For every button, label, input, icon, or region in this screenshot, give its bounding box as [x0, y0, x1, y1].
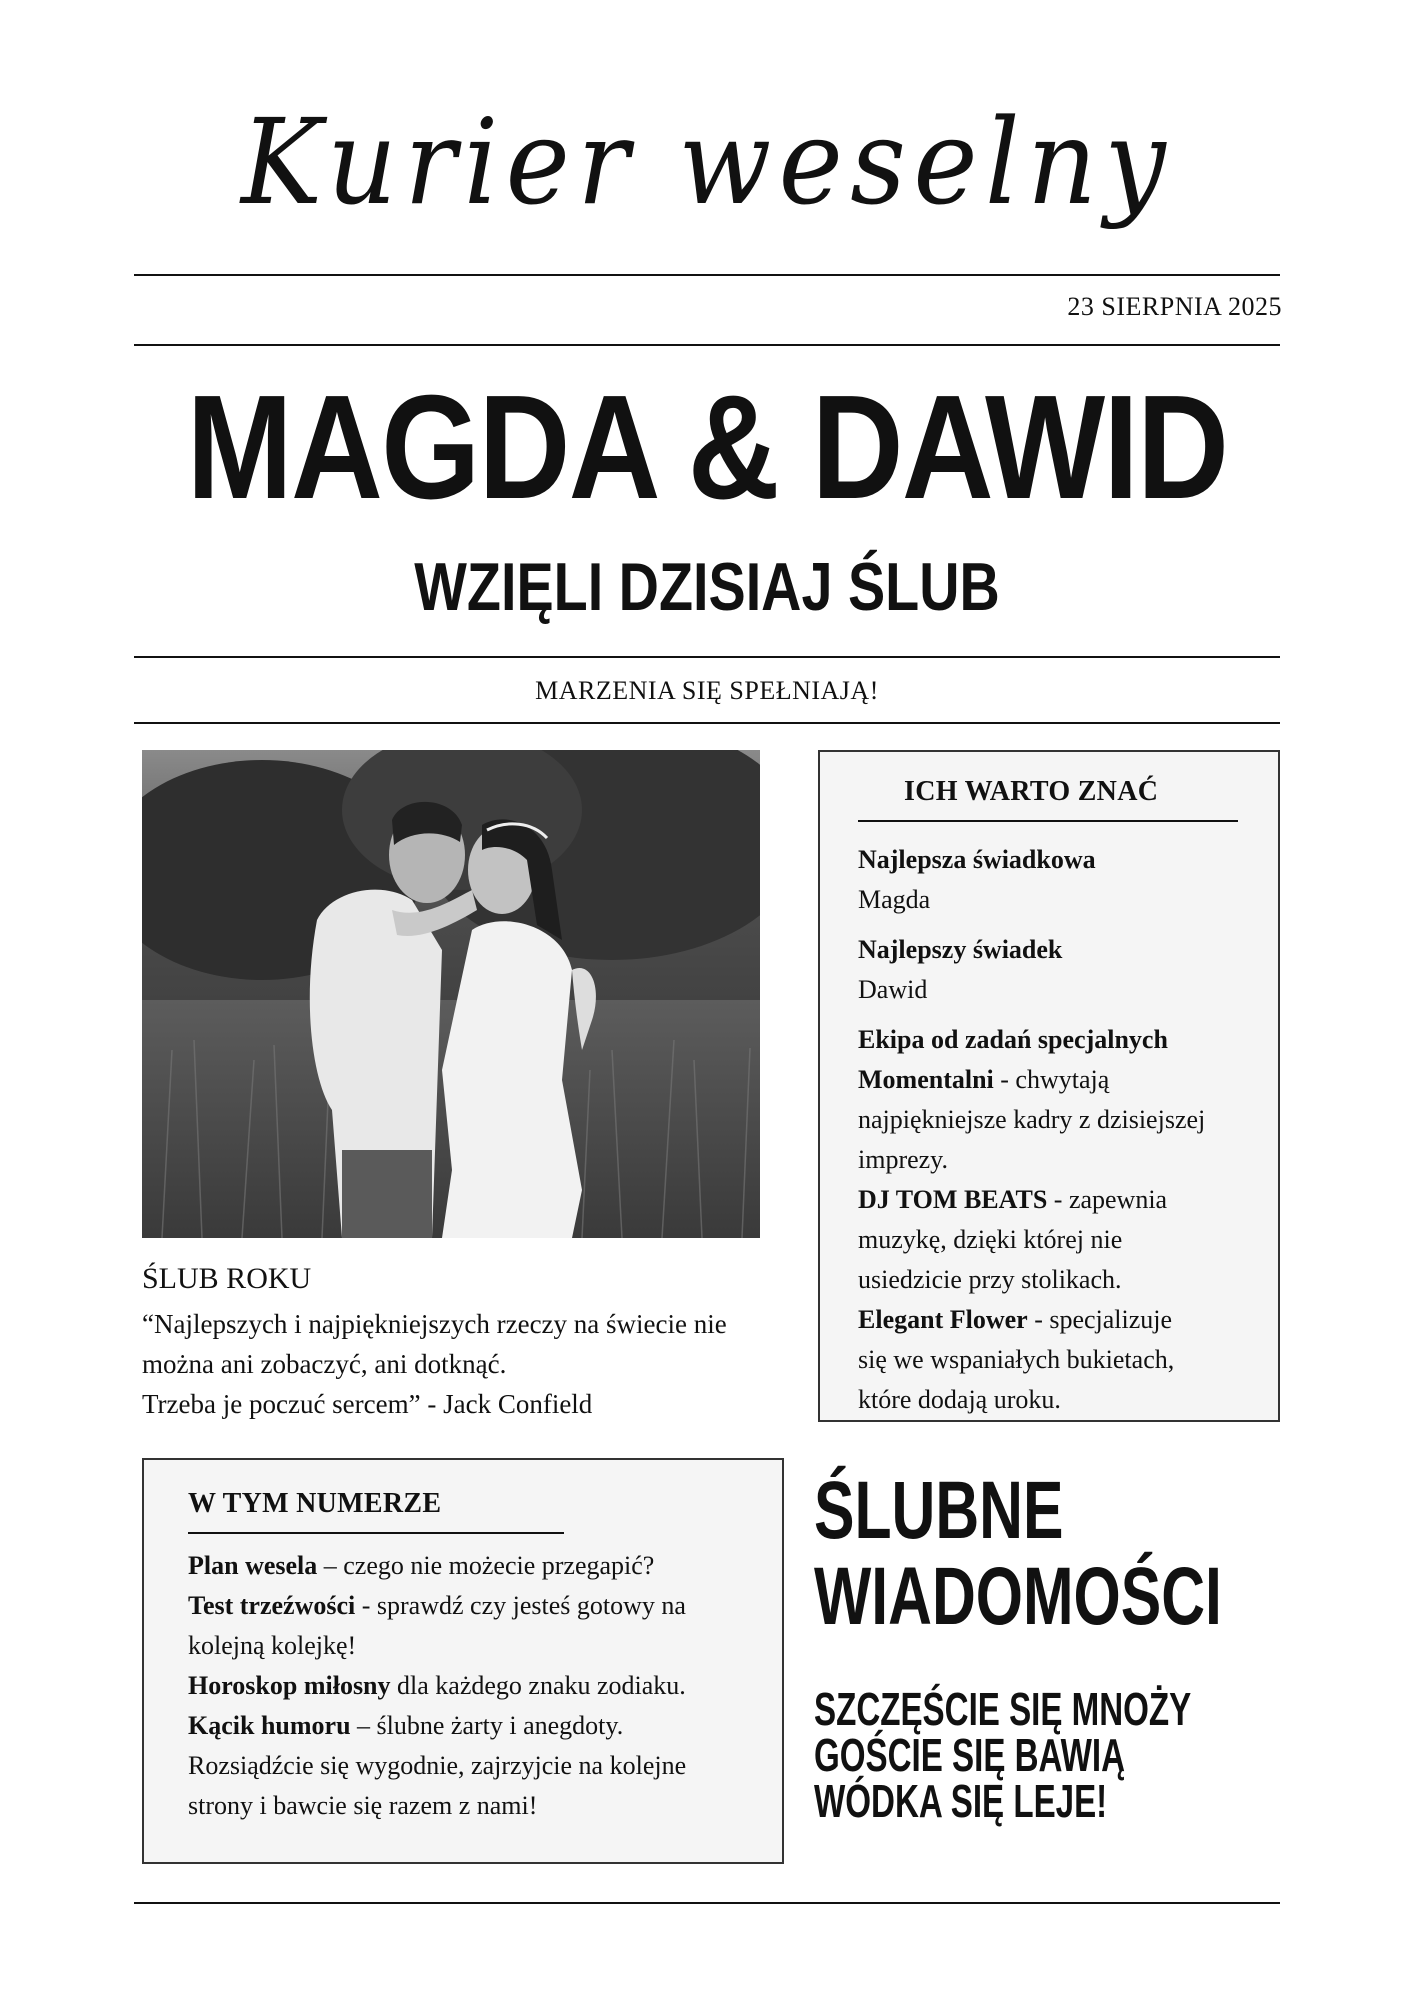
- best-woman-label: Najlepsza świadkowa: [858, 845, 1096, 874]
- footer-rule: [134, 1902, 1280, 1904]
- best-woman-name: Magda: [858, 885, 931, 914]
- tagline-rule-bottom: [134, 722, 1280, 724]
- masthead-title: Kurier weselny: [240, 93, 1174, 231]
- issue-box-title-rule: [188, 1532, 564, 1534]
- issue-item: Horoskop miłosny dla każdego znaku zodiaku.: [188, 1671, 686, 1700]
- news-title: [814, 1465, 1284, 1642]
- issue-item: Test trzeźwości - sprawdź czy jesteś gotowy na kolejną kolejkę!: [188, 1591, 686, 1660]
- people-box-title: ICH WARTO ZNAĆ: [904, 776, 1159, 807]
- headline-names: MAGDA & DAWID: [186, 365, 1228, 530]
- crew-label: Ekipa od zadań specjalnych: [858, 1025, 1168, 1054]
- crew-item: DJ TOM BEATS - zapewnia muzykę, dzięki której nie usiedzicie przy stolikach.: [858, 1185, 1168, 1294]
- best-man-name: Dawid: [858, 975, 928, 1004]
- quote-line: można ani zobaczyć, ani dotknąć.: [142, 1349, 507, 1379]
- couple-photo: [142, 750, 760, 1238]
- crew-item: Elegant Flower - specjalizuje się we wspaniałych bukietach, które dodają uroku.: [858, 1305, 1175, 1414]
- masthead-rule-top: [134, 274, 1280, 276]
- quote-line: “Najlepszych i najpiękniejszych rzeczy na świecie nie: [142, 1309, 727, 1339]
- quote-title: ŚLUB ROKU: [142, 1262, 312, 1295]
- issue-box-title: W TYM NUMERZE: [188, 1488, 442, 1519]
- best-man-label: Najlepszy świadek: [858, 935, 1063, 964]
- issue-item: Kącik humoru – ślubne żarty i anegdoty.: [188, 1711, 624, 1740]
- news-sub-line: WÓDKA SIĘ LEJE!: [814, 1775, 1108, 1827]
- quote-line: Trzeba je poczuć sercem” - Jack Confield: [142, 1389, 593, 1419]
- people-list: [858, 840, 1268, 1420]
- issue-box: [142, 1458, 784, 1864]
- masthead-rule-bottom: [134, 344, 1280, 346]
- news-title-line: WIADOMOŚCI: [814, 1551, 1222, 1642]
- tagline-rule-top: [134, 656, 1280, 658]
- issue-date: 23 SIERPNIA 2025: [1067, 292, 1282, 321]
- news-sub-line: GOŚCIE SIĘ BAWIĄ: [814, 1729, 1126, 1781]
- people-box-title-rule: [858, 820, 1238, 822]
- crew-item: Momentalni - chwytają najpiękniejsze kadry z dzisiejszej imprezy.: [858, 1065, 1206, 1174]
- issue-closing: Rozsiądźcie się wygodnie, zajrzyjcie na kolejne strony i bawcie się razem z nami!: [188, 1751, 687, 1820]
- issue-list: [188, 1546, 768, 1826]
- news-subtitle: [814, 1683, 1284, 1827]
- quote-text: [142, 1304, 802, 1424]
- people-box: [818, 750, 1280, 1422]
- news-sub-line: SZCZĘŚCIE SIĘ MNOŻY: [814, 1683, 1192, 1735]
- issue-item: Plan wesela – czego nie możecie przegapić?: [188, 1551, 655, 1580]
- tagline: MARZENIA SIĘ SPEŁNIAJĄ!: [535, 676, 879, 705]
- news-title-line: ŚLUBNE: [814, 1465, 1064, 1556]
- headline-subtitle: WZIĘLI DZISIAJ ŚLUB: [414, 549, 1000, 625]
